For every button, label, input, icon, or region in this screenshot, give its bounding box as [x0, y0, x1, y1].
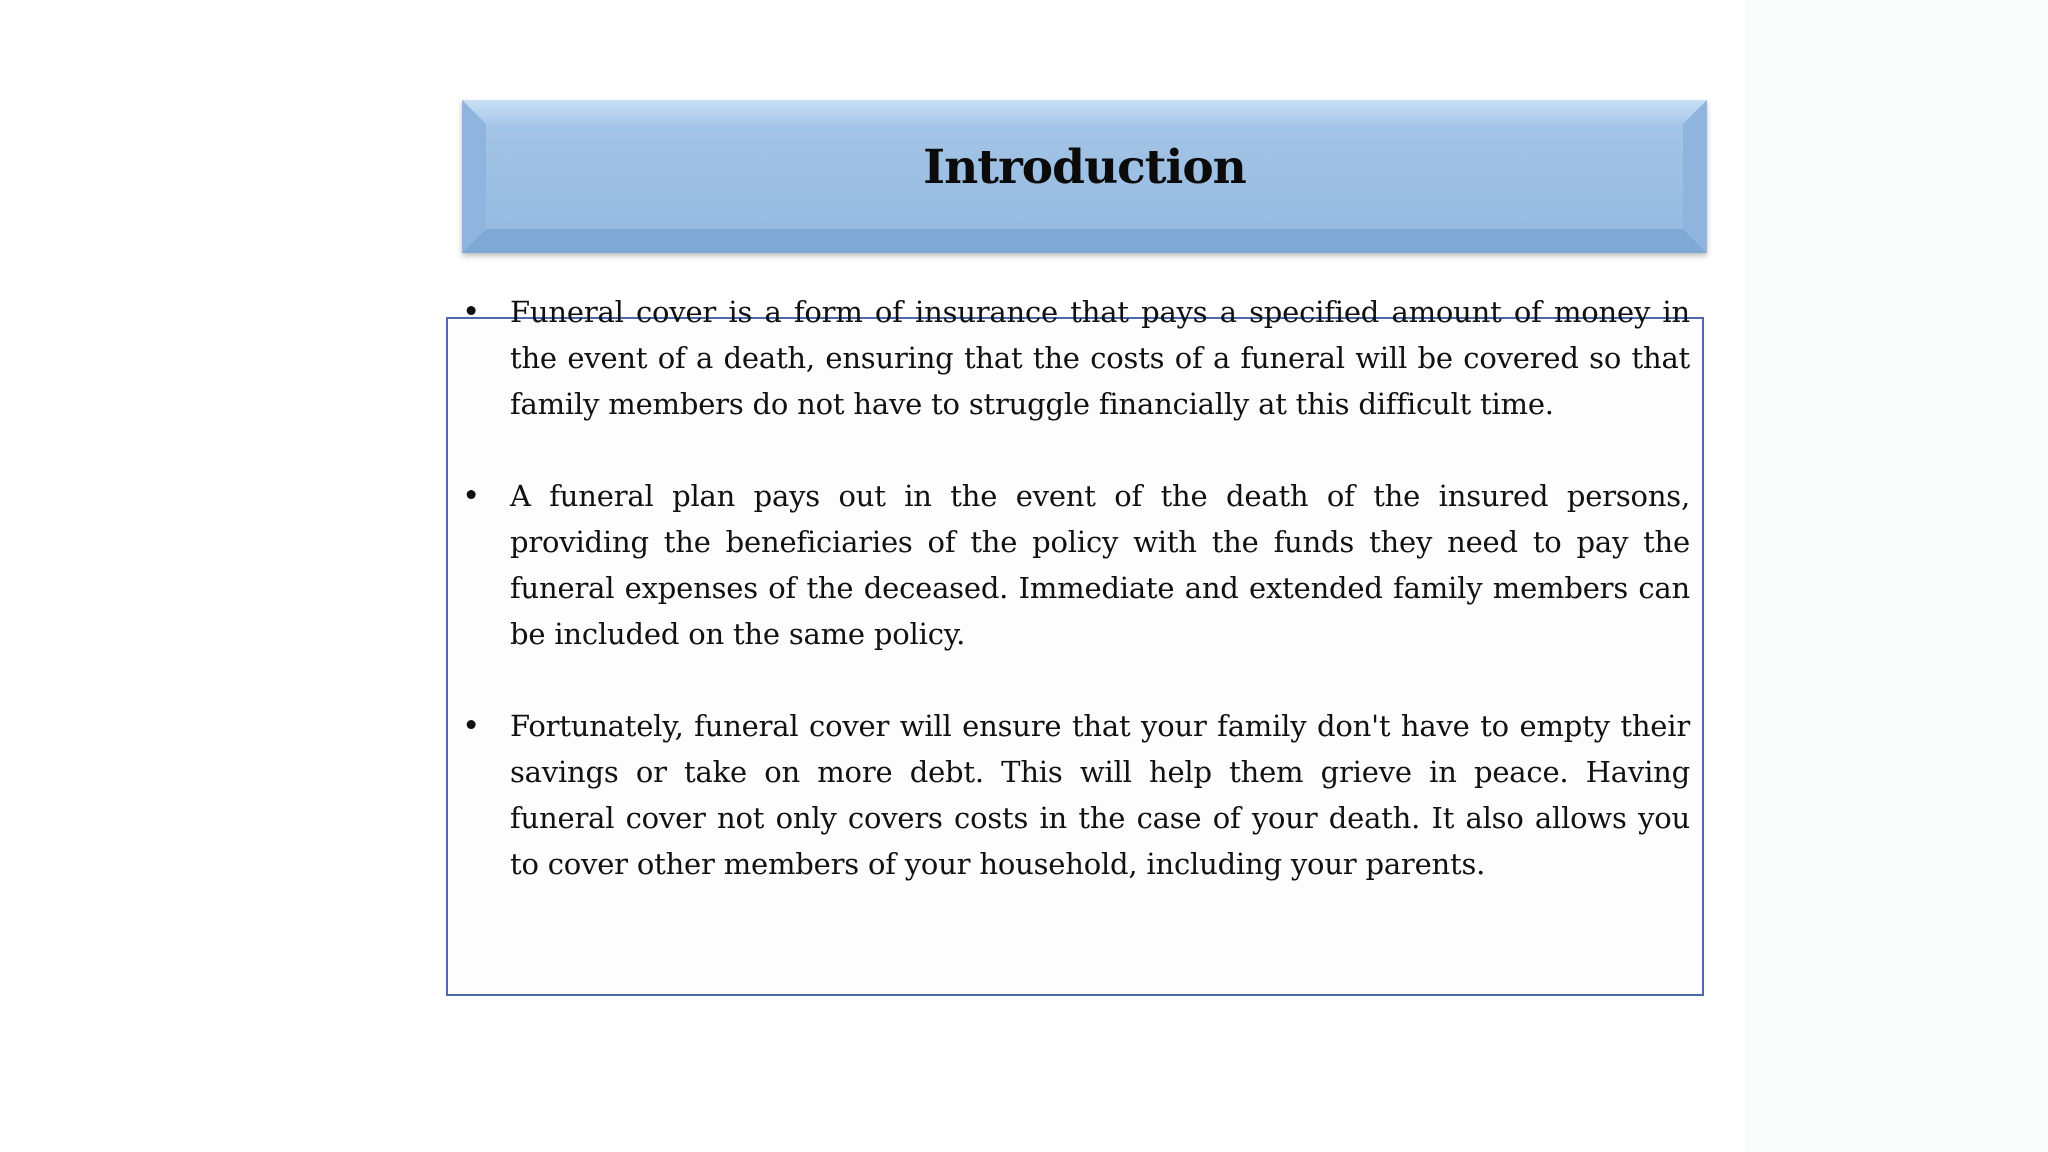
bullet-text: Funeral cover is a form of insurance that pays a specified amount of money in the event of a death, ensuring that the costs of a funeral will be covered so that family members do not have to struggle financially at this difficult time.: [510, 295, 1690, 421]
bullet-text: A funeral plan pays out in the event of the death of the insured persons, providing the beneficiaries of the policy with the funds they need to pay the funeral expenses of the deceased. Immediate and extended family members can be included on the same policy.: [510, 479, 1690, 651]
bullet-marker: •: [462, 708, 481, 744]
title-banner: [462, 100, 1707, 253]
bullet-item: [462, 473, 1690, 657]
slide-title: Introduction: [923, 140, 1246, 195]
bullet-item: [462, 289, 1690, 427]
bullet-marker: •: [462, 294, 481, 330]
bullet-item: [462, 703, 1690, 887]
bullet-list: [462, 289, 1690, 933]
bullet-text: Fortunately, funeral cover will ensure that your family don't have to empty their savings or take on more debt. This will help them grieve in peace. Having funeral cover not only covers costs in the case of your death. It also allows you to cover other members of your household, including your parents.: [510, 709, 1690, 881]
background-strip: [1745, 0, 2048, 1152]
bullet-marker: •: [462, 478, 481, 514]
